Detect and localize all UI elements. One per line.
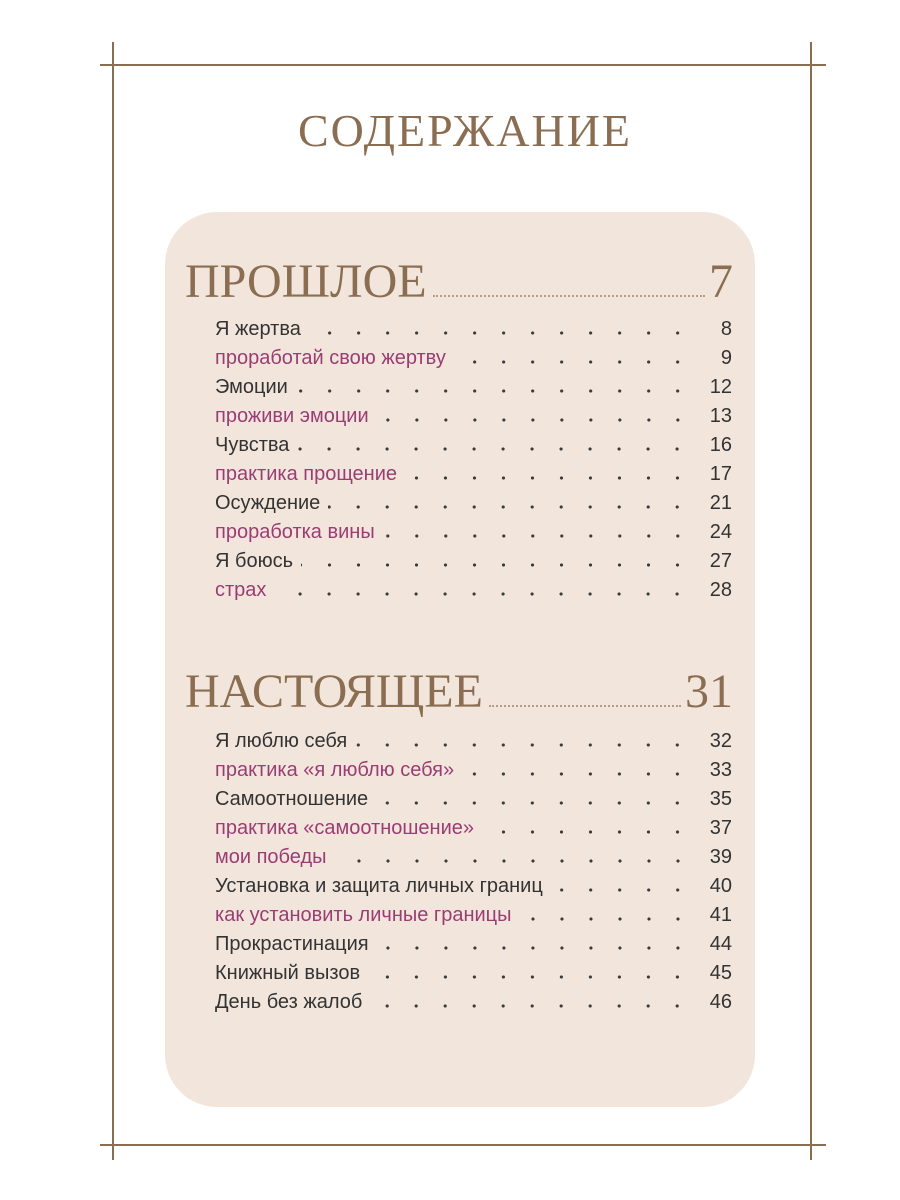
toc-entry-page: 24 <box>709 521 732 543</box>
toc-entry[interactable] <box>215 988 732 1017</box>
dot-leader <box>296 389 692 393</box>
toc-entry-practice[interactable] <box>215 576 732 605</box>
toc-entry-page: 8 <box>720 318 732 340</box>
section-page-number: 7 <box>709 255 733 308</box>
toc-entry-label: Установка и защита личных границ <box>215 875 543 897</box>
toc-entry[interactable] <box>215 431 732 460</box>
toc-entry-page: 21 <box>709 492 732 514</box>
toc-entry-page: 12 <box>709 376 732 398</box>
dot-leader <box>377 418 692 422</box>
dot-leader <box>377 946 692 950</box>
toc-entry-label: практика «я люблю себя» <box>215 759 455 781</box>
toc-entry-page: 17 <box>709 463 732 485</box>
toc-entry-label: мои победы <box>215 846 327 868</box>
toc-entry-label: проживи эмоции <box>215 405 369 427</box>
toc-entry-label: Книжный вызов <box>215 962 361 984</box>
toc-entry-practice[interactable] <box>215 460 732 489</box>
dot-leader <box>383 534 692 538</box>
frame-line-bottom <box>100 1144 826 1146</box>
section-leader-line <box>433 295 705 297</box>
section-title: ПРОШЛОЕ <box>185 255 427 308</box>
dot-leader <box>462 772 692 776</box>
dot-leader <box>454 360 692 364</box>
toc-entry-practice[interactable] <box>215 402 732 431</box>
toc-entry-page: 44 <box>709 933 732 955</box>
toc-entry-label: страх <box>215 579 267 601</box>
toc-entry[interactable] <box>215 547 732 576</box>
dot-leader <box>405 476 692 480</box>
dot-leader <box>309 331 692 335</box>
toc-entry-label: Эмоции <box>215 376 288 398</box>
toc-entry-page: 37 <box>709 817 732 839</box>
toc-entry-label: Самоотношение <box>215 788 369 810</box>
toc-entry[interactable] <box>215 727 732 756</box>
toc-entry[interactable] <box>215 315 732 344</box>
dot-leader <box>482 830 692 834</box>
toc-entry-page: 39 <box>709 846 732 868</box>
toc-entry-label: Я люблю себя <box>215 730 348 752</box>
frame-line-top <box>100 64 826 66</box>
toc-entry[interactable] <box>215 872 732 901</box>
dot-leader <box>335 859 692 863</box>
dot-leader <box>328 505 692 509</box>
toc-list-present <box>215 727 732 1017</box>
toc-entry-practice[interactable] <box>215 901 732 930</box>
toc-entry-practice[interactable] <box>215 843 732 872</box>
dot-leader <box>301 563 692 567</box>
section-heading-present[interactable] <box>185 662 733 716</box>
dot-leader <box>297 447 692 451</box>
toc-entry[interactable] <box>215 930 732 959</box>
toc-entry-label: День без жалоб <box>215 991 363 1013</box>
dot-leader <box>370 1004 692 1008</box>
frame-line-right <box>810 42 812 1160</box>
toc-entry-page: 9 <box>720 347 732 369</box>
dot-leader <box>355 743 692 747</box>
toc-entry-label: Я жертва <box>215 318 301 340</box>
toc-entry[interactable] <box>215 489 732 518</box>
toc-entry-label: практика прощение <box>215 463 398 485</box>
toc-entry[interactable] <box>215 959 732 988</box>
section-leader-line <box>489 705 681 707</box>
toc-entry-label: Чувства <box>215 434 290 456</box>
toc-entry[interactable] <box>215 785 732 814</box>
toc-entry-practice[interactable] <box>215 344 732 373</box>
toc-entry-label: Осуждение <box>215 492 321 514</box>
toc-entry-page: 27 <box>709 550 732 572</box>
dot-leader <box>520 917 692 921</box>
dot-leader <box>376 801 692 805</box>
toc-entry-page: 41 <box>709 904 732 926</box>
dot-leader <box>274 592 692 596</box>
toc-entry-page: 32 <box>709 730 732 752</box>
dot-leader <box>368 975 692 979</box>
toc-entry-label: проработка вины <box>215 521 375 543</box>
toc-entry-page: 40 <box>709 875 732 897</box>
toc-entry-label: Я боюсь <box>215 550 293 572</box>
page-title: СОДЕРЖАНИЕ <box>297 105 633 156</box>
toc-entry-practice[interactable] <box>215 814 732 843</box>
toc-entry-label: практика «самоотношение» <box>215 817 475 839</box>
frame-line-left <box>112 42 114 1160</box>
toc-entry[interactable] <box>215 373 732 402</box>
toc-entry-page: 28 <box>709 579 732 601</box>
toc-entry-label: проработай свою жертву <box>215 347 446 369</box>
toc-entry-page: 35 <box>709 788 732 810</box>
toc-entry-page: 16 <box>709 434 732 456</box>
toc-entry-page: 33 <box>709 759 732 781</box>
toc-entry-page: 46 <box>709 991 732 1013</box>
section-page-number: 31 <box>685 665 733 718</box>
section-title: НАСТОЯЩЕЕ <box>185 665 483 718</box>
toc-entry-practice[interactable] <box>215 518 732 547</box>
toc-entry-label: как установить личные границы <box>215 904 512 926</box>
dot-leader <box>551 888 692 892</box>
toc-entry-page: 13 <box>709 405 732 427</box>
toc-entry-label: Прокрастинация <box>215 933 369 955</box>
toc-entry-practice[interactable] <box>215 756 732 785</box>
section-heading-past[interactable] <box>185 252 733 306</box>
toc-entry-page: 45 <box>709 962 732 984</box>
toc-list-past <box>215 315 732 605</box>
